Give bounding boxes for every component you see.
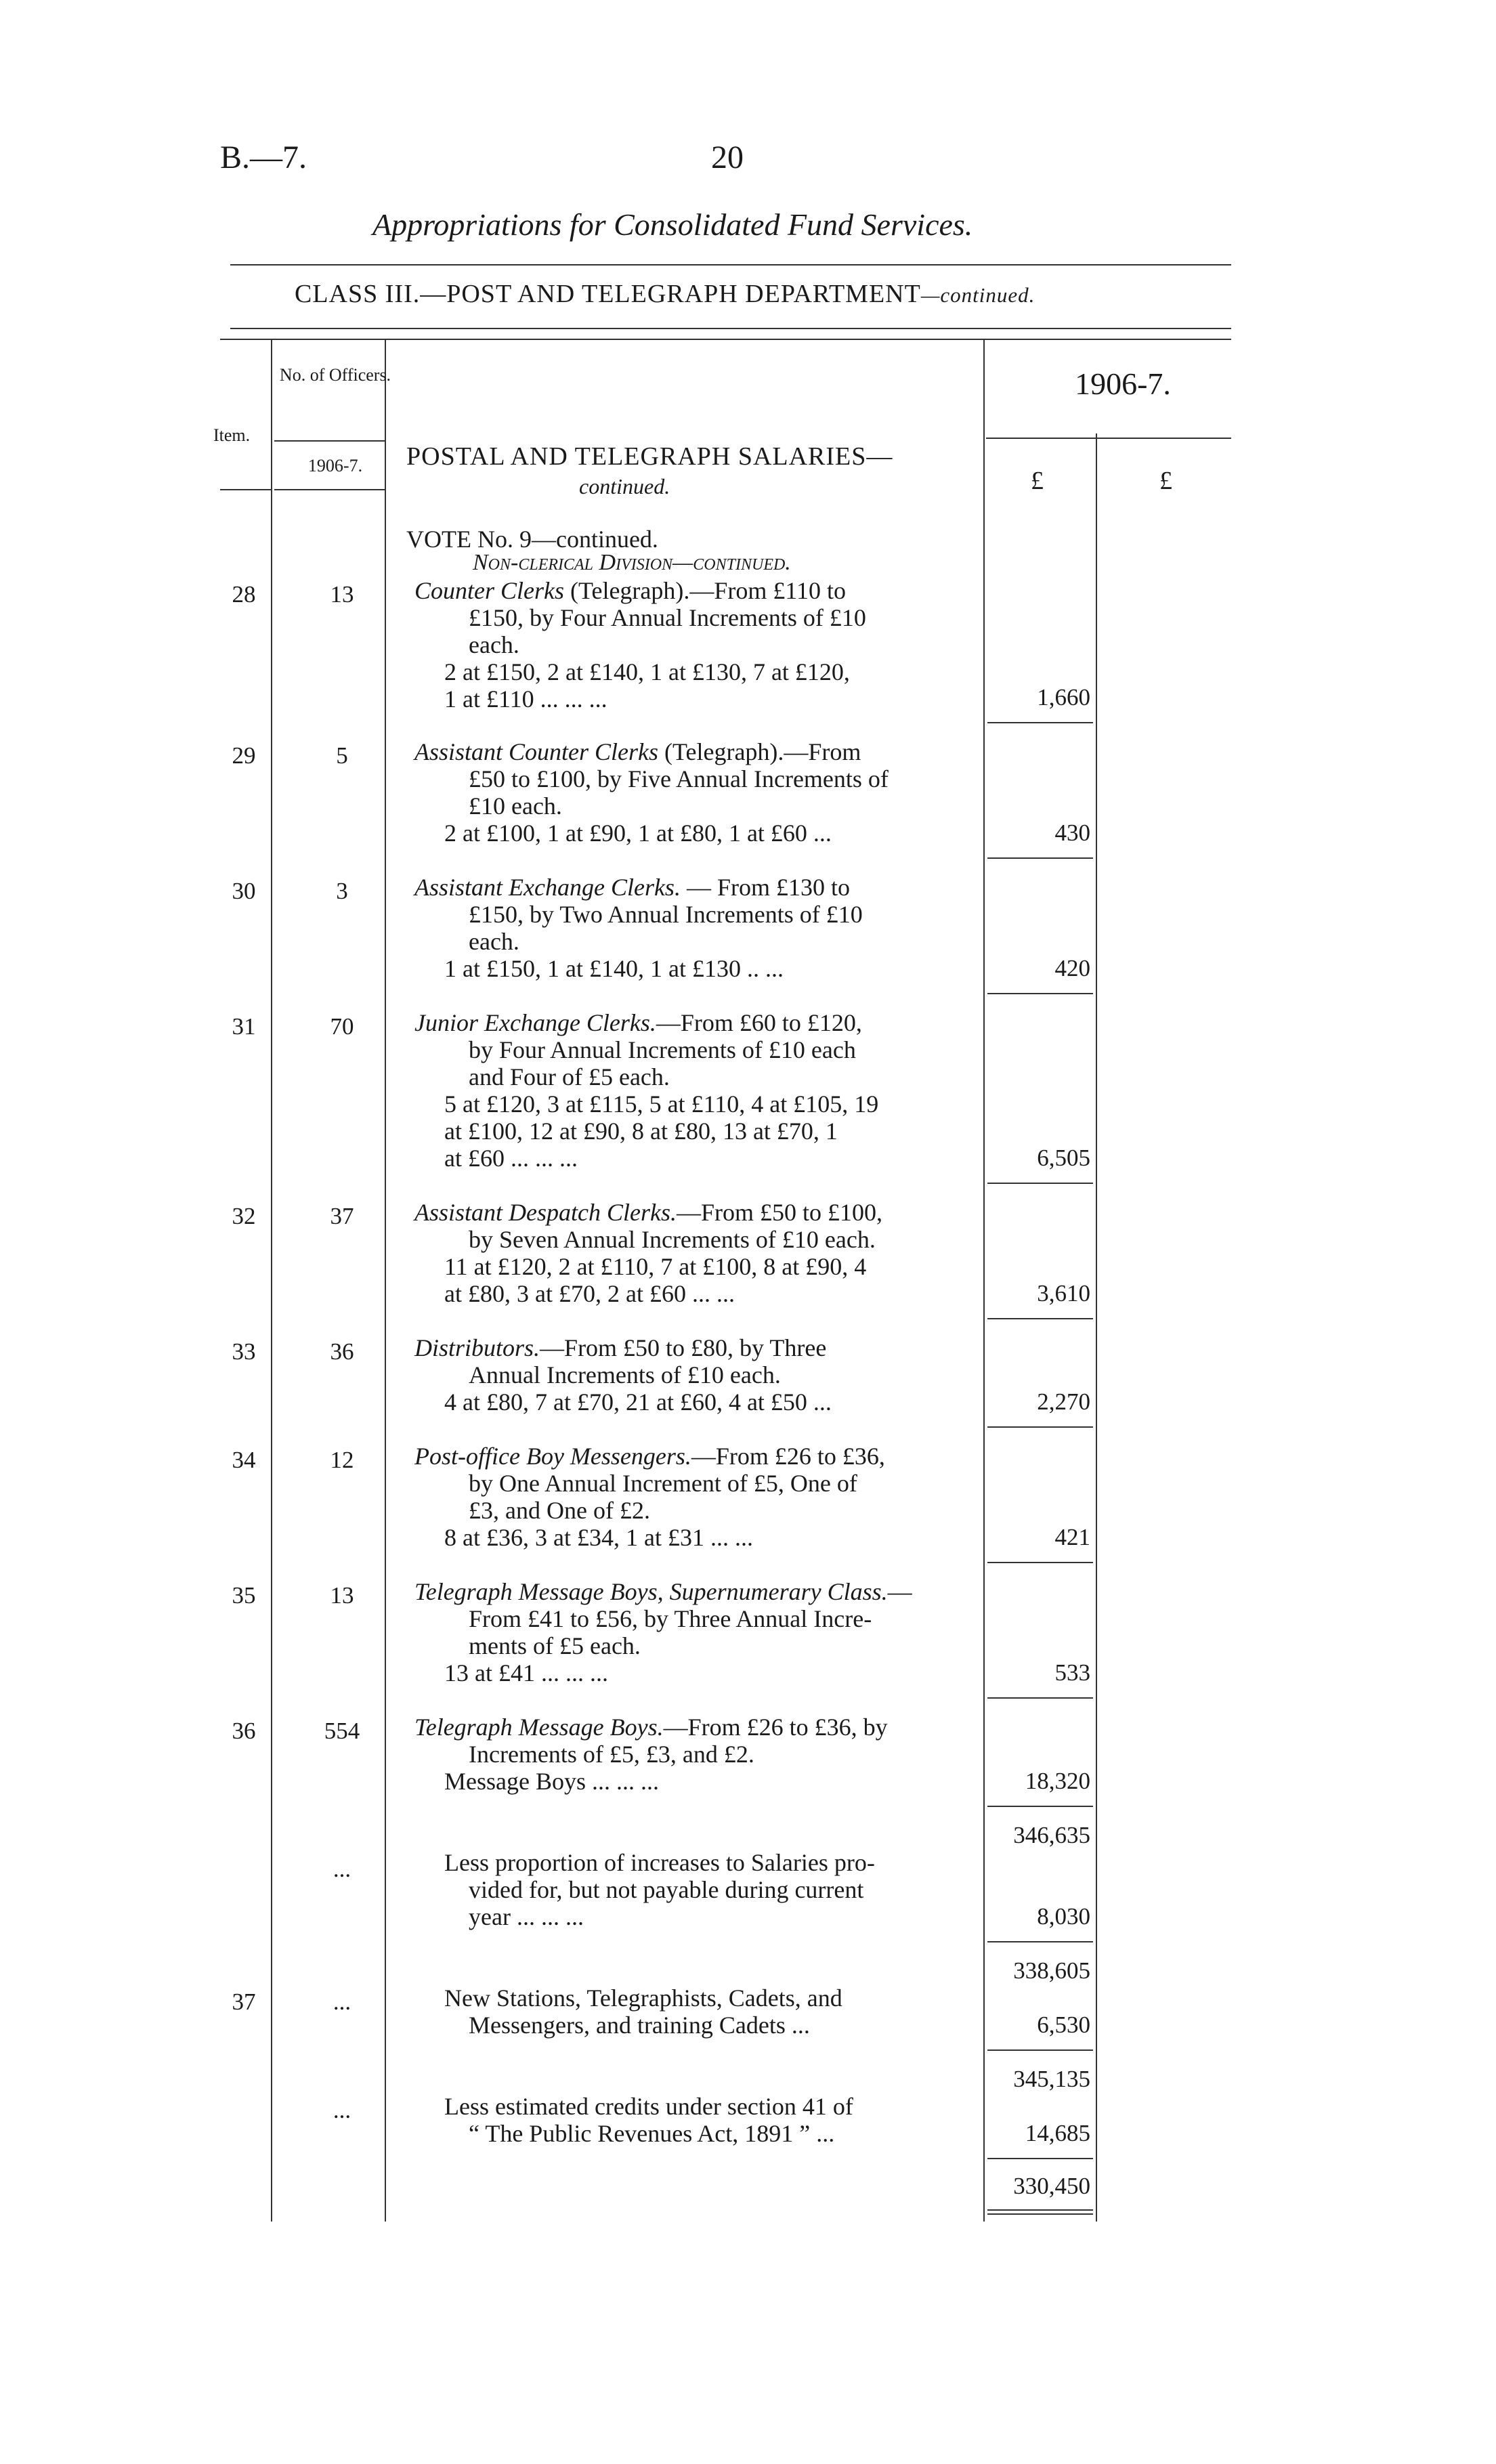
item-description xyxy=(414,874,978,982)
subtotal-amount: 338,605 xyxy=(1013,1957,1090,1984)
item-number: 36 xyxy=(232,1718,256,1744)
col-divider-officers xyxy=(385,339,386,2222)
description-text: —From £26 to £36, by xyxy=(663,1714,888,1741)
description-line: ments of £5 each. xyxy=(469,1632,641,1659)
subtotal-amount: 346,635 xyxy=(1013,1822,1090,1848)
description-line: by One Annual Increment of £5, One of xyxy=(469,1470,857,1497)
item-description xyxy=(414,577,978,713)
item-number: 32 xyxy=(232,1203,256,1229)
officers-count: 37 xyxy=(330,1203,354,1229)
amount: 3,610 xyxy=(1037,1280,1090,1307)
officers-count: 13 xyxy=(330,1582,354,1609)
description-line: Increments of £5, £3, and £2. xyxy=(469,1741,754,1768)
item-number: 30 xyxy=(232,878,256,904)
rule-table-top xyxy=(220,339,1231,340)
officers-count: 13 xyxy=(330,581,354,608)
grade-title: Assistant Exchange Clerks. xyxy=(414,874,681,901)
adjustment-description xyxy=(414,1849,978,1930)
amount: 430 xyxy=(1054,820,1090,846)
description-line: at £60 ... ... ... xyxy=(444,1145,578,1172)
amount: 2,270 xyxy=(1037,1388,1090,1415)
item-description xyxy=(414,738,978,847)
description-line xyxy=(414,1578,978,1605)
description-line: year ... ... ... xyxy=(469,1903,584,1930)
section-title-continued: continued. xyxy=(579,474,670,498)
adjustment-amount: 8,030 xyxy=(1037,1903,1090,1930)
amount-rule xyxy=(987,2049,1093,2051)
description-line: 5 at £120, 3 at £115, 5 at £110, 4 at £105, 19 xyxy=(444,1090,879,1118)
description-line: at £80, 3 at £70, 2 at £60 ... ... xyxy=(444,1280,735,1307)
column-header-officers-year: 1906-7. xyxy=(307,456,363,475)
description-text: —From £50 to £80, by Three xyxy=(540,1334,827,1361)
description-text: — From £130 to xyxy=(686,874,850,901)
grade-title: Telegraph Message Boys. xyxy=(414,1714,664,1741)
description-line xyxy=(414,1443,978,1470)
amount-rule xyxy=(987,857,1093,859)
grade-title: Assistant Counter Clerks xyxy=(414,738,659,765)
officers-count: 70 xyxy=(330,1013,354,1040)
column-header-financial-year: 1906-7. xyxy=(1075,366,1171,401)
officers-count: ... xyxy=(333,1989,351,2015)
description-line: Messengers, and training Cadets ... xyxy=(469,2012,810,2039)
rule-header-bottom-officers xyxy=(274,489,385,490)
description-line: 2 at £100, 1 at £90, 1 at £80, 1 at £60 ... xyxy=(444,820,832,847)
officers-count: 5 xyxy=(336,742,348,769)
amount-rule xyxy=(987,1941,1093,1942)
item-number: 28 xyxy=(232,581,256,608)
description-line: £150, by Four Annual Increments of £10 xyxy=(469,604,866,631)
document-reference: B.—7. xyxy=(220,140,307,175)
item-number: 29 xyxy=(232,742,256,769)
section-title: POSTAL AND TELEGRAPH SALARIES— xyxy=(406,442,893,471)
item-description xyxy=(414,1578,978,1686)
page-number: 20 xyxy=(711,140,744,175)
class-heading xyxy=(295,279,1035,309)
subtotal-amount: 345,135 xyxy=(1013,2066,1090,2092)
description-line: £3, and One of £2. xyxy=(469,1497,650,1524)
amount-rule xyxy=(987,722,1093,723)
total-amount: 330,450 xyxy=(1013,2173,1090,2199)
item-description xyxy=(414,1714,978,1795)
description-line: each. xyxy=(469,928,519,955)
description-line: £10 each. xyxy=(469,792,562,820)
description-line: From £41 to £56, by Three Annual Incre- xyxy=(469,1605,872,1632)
description-line: 2 at £150, 2 at £140, 1 at £130, 7 at £120, xyxy=(444,658,850,685)
column-header-officers: No. of Officers. xyxy=(279,365,391,385)
total-rule xyxy=(987,2209,1093,2211)
description-line: £150, by Two Annual Increments of £10 xyxy=(469,901,863,928)
item-number: 34 xyxy=(232,1447,256,1473)
amount-rule xyxy=(987,1697,1093,1699)
amount-rule xyxy=(987,1183,1093,1184)
amount: 421 xyxy=(1054,1524,1090,1550)
description-text: —From £50 to £100, xyxy=(676,1199,882,1226)
amount: 533 xyxy=(1054,1659,1090,1686)
description-line: Annual Increments of £10 each. xyxy=(469,1361,781,1388)
description-text: — xyxy=(887,1578,912,1605)
description-line xyxy=(414,1334,978,1361)
amount-rule xyxy=(987,1806,1093,1807)
description-line: Less estimated credits under section 41 of xyxy=(444,2093,853,2120)
description-line: Message Boys ... ... ... xyxy=(444,1768,659,1795)
item-description xyxy=(414,1443,978,1551)
class-heading-text: CLASS III.—POST AND TELEGRAPH DEPARTMENT xyxy=(295,280,921,308)
officers-count: ... xyxy=(333,2097,351,2123)
officers-count: 36 xyxy=(330,1338,354,1365)
description-text: —From £26 to £36, xyxy=(691,1443,885,1470)
description-line: £50 to £100, by Five Annual Increments of xyxy=(469,765,889,792)
description-line: Less proportion of increases to Salaries pro- xyxy=(444,1849,875,1876)
rule-class xyxy=(230,328,1231,329)
description-line: 13 at £41 ... ... ... xyxy=(444,1659,608,1686)
description-line: 1 at £110 ... ... ... xyxy=(444,685,607,713)
amount-rule xyxy=(987,2158,1093,2159)
description-line: “ The Public Revenues Act, 1891 ” ... xyxy=(469,2120,835,2147)
amount: 420 xyxy=(1054,955,1090,981)
col-divider-description xyxy=(983,339,985,2222)
description-text: —From £60 to £120, xyxy=(656,1009,862,1036)
grade-title: Counter Clerks xyxy=(414,577,564,604)
item-number: 33 xyxy=(232,1338,256,1365)
description-line: 11 at £120, 2 at £110, 7 at £100, 8 at £90, 4 xyxy=(444,1253,867,1280)
amount: 1,660 xyxy=(1037,684,1090,710)
amount-rule xyxy=(987,1426,1093,1428)
grade-title: Assistant Despatch Clerks. xyxy=(414,1199,677,1226)
grade-title: Distributors. xyxy=(414,1334,540,1361)
description-line xyxy=(414,1714,978,1741)
item-description xyxy=(414,1009,978,1172)
pound-symbol-col1: £ xyxy=(1031,467,1044,495)
grade-title: Telegraph Message Boys, Supernumerary Class. xyxy=(414,1578,888,1605)
rule-officers-sub xyxy=(274,440,385,442)
division-heading: Non-clerical Division—continued. xyxy=(473,550,791,575)
description-line: 4 at £80, 7 at £70, 21 at £60, 4 at £50 ... xyxy=(444,1388,832,1416)
description-line: and Four of £5 each. xyxy=(469,1063,670,1090)
description-line xyxy=(414,577,978,604)
amount: 18,320 xyxy=(1025,1768,1090,1794)
grade-title: Post-office Boy Messengers. xyxy=(414,1443,691,1470)
description-text: (Telegraph).—From xyxy=(664,738,861,765)
grade-title: Junior Exchange Clerks. xyxy=(414,1009,656,1036)
page-title: Appropriations for Consolidated Fund Services. xyxy=(372,207,973,242)
rule-header-bottom-left xyxy=(220,489,271,490)
pound-symbol-col2: £ xyxy=(1159,467,1172,495)
description-line: vided for, but not payable during current xyxy=(469,1876,864,1903)
amount-rule xyxy=(987,1318,1093,1319)
description-line: by Seven Annual Increments of £10 each. xyxy=(469,1226,876,1253)
total-rule-double xyxy=(987,2213,1093,2215)
adjustment-amount: 14,685 xyxy=(1025,2120,1090,2146)
description-line: 1 at £150, 1 at £140, 1 at £130 .. ... xyxy=(444,955,784,982)
officers-count: 3 xyxy=(336,878,348,904)
officers-count: ... xyxy=(333,1856,351,1882)
column-header-item: Item. xyxy=(213,425,251,445)
description-line: 8 at £36, 3 at £34, 1 at £31 ... ... xyxy=(444,1524,753,1551)
col-divider-amount xyxy=(1096,433,1097,2222)
amount-rule xyxy=(987,1562,1093,1563)
col-divider-item xyxy=(271,339,272,2222)
rule-year-sub xyxy=(986,438,1231,439)
description-line xyxy=(414,874,978,901)
adjustment-description xyxy=(414,2093,978,2147)
item-number: 37 xyxy=(232,1989,256,2015)
item-description xyxy=(414,1199,978,1307)
item-description xyxy=(414,1334,978,1416)
description-line xyxy=(414,1009,978,1036)
description-line: at £100, 12 at £90, 8 at £80, 13 at £70, 1 xyxy=(444,1118,838,1145)
amount-rule xyxy=(987,993,1093,994)
class-heading-continued: —continued. xyxy=(920,283,1035,307)
rule-top xyxy=(230,264,1231,265)
description-line: by Four Annual Increments of £10 each xyxy=(469,1036,856,1063)
description-line: New Stations, Telegraphists, Cadets, and xyxy=(444,1984,842,2012)
description-text: (Telegraph).—From £110 to xyxy=(570,577,847,604)
adjustment-amount: 6,530 xyxy=(1037,2012,1090,2038)
item-number: 31 xyxy=(232,1013,256,1040)
adjustment-description xyxy=(414,1984,978,2039)
amount: 6,505 xyxy=(1037,1145,1090,1171)
description-line xyxy=(414,738,978,765)
vote-heading: VOTE No. 9—continued. xyxy=(406,526,658,553)
item-number: 35 xyxy=(232,1582,256,1609)
officers-count: 12 xyxy=(330,1447,354,1473)
description-line: each. xyxy=(469,631,519,658)
description-line xyxy=(414,1199,978,1226)
officers-count: 554 xyxy=(324,1718,360,1744)
